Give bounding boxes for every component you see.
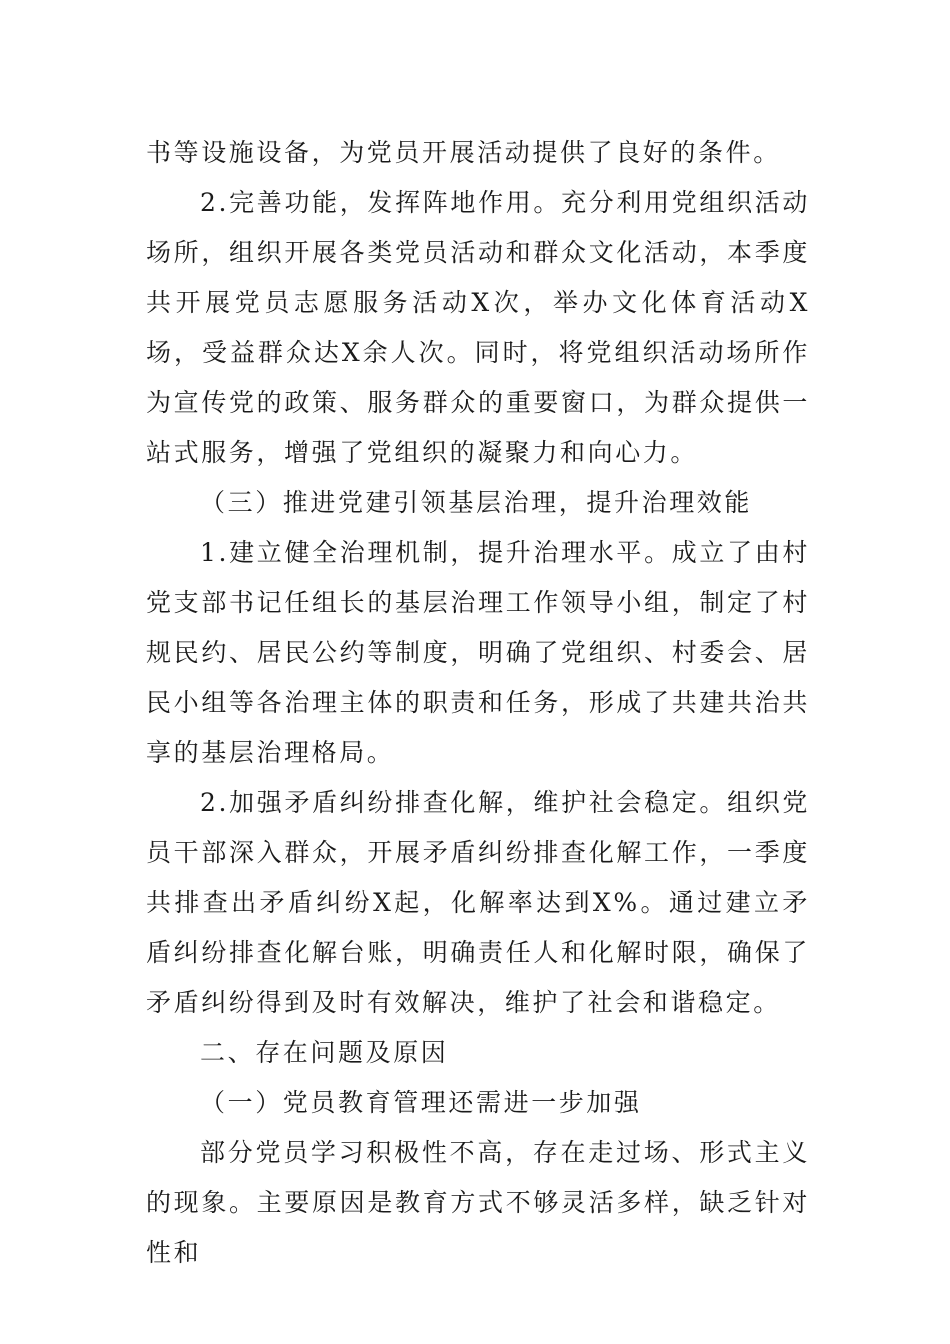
section-heading-3: （三）推进党建引领基层治理，提升治理效能	[200, 488, 753, 517]
section-heading-problems: 二、存在问题及原因	[200, 1038, 449, 1067]
document-body	[146, 128, 810, 1278]
paragraph-item-1-mechanism: 1.建立健全治理机制，提升治理水平。成立了由村党支部书记任组长的基层治理工作领导小组，制定了村规民约、居民公约等制度，明确了党组织、村委会、居民小组等各治理主体的职责和任务，形成了共建共治共享的基层治理格局。	[146, 538, 810, 767]
subsection-heading-1: （一）党员教育管理还需进一步加强	[200, 1088, 642, 1117]
paragraph-item-2-functions: 2.完善功能，发挥阵地作用。充分利用党组织活动场所，组织开展各类党员活动和群众文化活动，本季度共开展党员志愿服务活动X次，举办文化体育活动X场，受益群众达X余人次。同时，将党组织活动场所作为宣传党的政策、服务群众的重要窗口，为群众提供一站式服务，增强了党组织的凝聚力和向心力。	[146, 188, 810, 467]
paragraph-continuation: 书等设施设备，为党员开展活动提供了良好的条件。	[146, 138, 781, 167]
paragraph-education: 部分党员学习积极性不高，存在走过场、形式主义的现象。主要原因是教育方式不够灵活多样，缺乏针对性和	[146, 1138, 810, 1267]
paragraph-item-2-disputes: 2.加强矛盾纠纷排查化解，维护社会稳定。组织党员干部深入群众，开展矛盾纠纷排查化解工作，一季度共排查出矛盾纠纷X起，化解率达到X%。通过建立矛盾纠纷排查化解台账，明确责任人和化解时限，确保了矛盾纠纷得到及时有效解决，维护了社会和谐稳定。	[146, 788, 810, 1017]
